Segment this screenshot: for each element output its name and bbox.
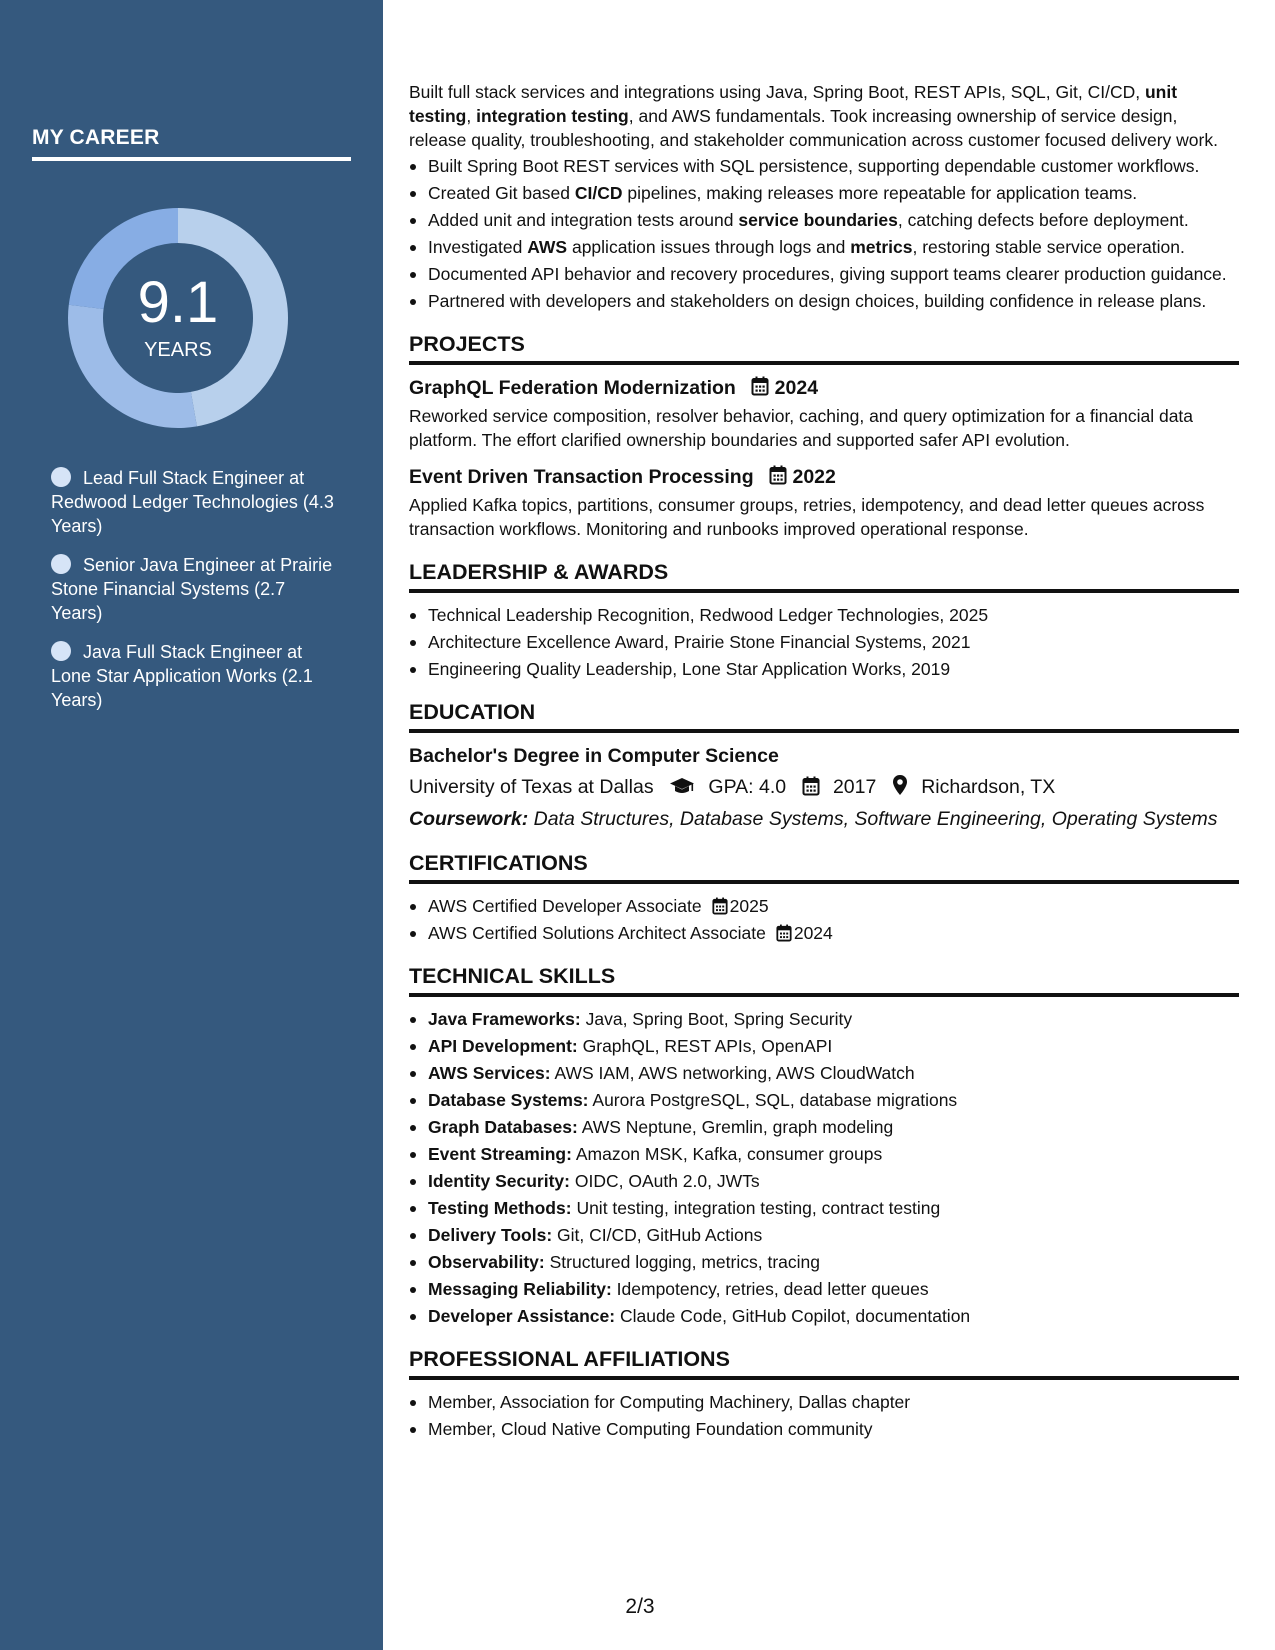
summary-text: Built full stack services and integrations using Java, Spring Boot, REST APIs, SQL, Git, CI/CD, [409,82,1145,102]
skill-label: Identity Security: [428,1171,570,1191]
certification-year: 2025 [729,896,769,916]
education-coursework [409,806,1239,832]
experience-bullet [409,262,1239,286]
skill-value: AWS IAM, AWS networking, AWS CloudWatch [554,1063,915,1083]
career-title-rule [32,157,351,161]
skill-value: Idempotency, retries, dead letter queues [616,1279,929,1299]
graduation-cap-icon [669,776,695,796]
skill-item [409,1223,1239,1247]
skill-label: Observability: [428,1252,545,1272]
skill-item [409,1034,1239,1058]
skill-label: Event Streaming: [428,1144,572,1164]
experience-bullets [409,154,1239,313]
bullet-text: , catching defects before deployment. [897,210,1189,230]
total-years-value: 9.1 [137,270,219,335]
calendar-icon [802,776,820,796]
calendar-icon [769,465,787,485]
skill-label: Delivery Tools: [428,1225,553,1245]
bullet-text: Added unit and integration tests around [428,210,739,230]
experience-bullet [409,181,1239,205]
role-dot-icon [51,641,71,661]
education-gpa: GPA: 4.0 [708,776,787,798]
calendar-icon [751,376,769,396]
page-number: 2/3 [625,1595,655,1618]
experience-bullet [409,289,1239,313]
affiliation-item: Member, Cloud Native Computing Foundation community [409,1417,1239,1441]
role-dot-icon [51,554,71,574]
project-name: Event Driven Transaction Processing [409,466,754,488]
resume-main [409,80,1239,1444]
skill-item [409,1115,1239,1139]
skill-label: Messaging Reliability: [428,1279,612,1299]
experience-bullet [409,235,1239,259]
affiliations-heading: PROFESSIONAL AFFILIATIONS [409,1346,1239,1380]
project-date [751,377,818,399]
career-roles-list [51,466,341,727]
certifications-heading: CERTIFICATIONS [409,850,1239,884]
certifications-list [409,894,1239,945]
certification-year: 2024 [793,923,833,943]
skill-value: GraphQL, REST APIs, OpenAPI [582,1036,833,1056]
map-pin-icon [892,774,908,796]
skill-value: Java, Spring Boot, Spring Security [585,1009,853,1029]
bullet-text: pipelines, making releases more repeatable for application teams. [622,183,1138,203]
summary-text: , [466,106,477,126]
skill-value: Aurora PostgreSQL, SQL, database migrations [592,1090,958,1110]
certification-item [409,921,1239,945]
awards-list [409,603,1239,681]
skill-item [409,1250,1239,1274]
project-description: Reworked service composition, resolver behavior, caching, and query optimization for a financial data platform. The effort clarified ownership boundaries and supported safer API evolution. [409,406,1194,450]
bullet-text: , restoring stable service operation. [912,237,1185,257]
education-heading: EDUCATION [409,699,1239,733]
bullet-emphasis: service boundaries [738,210,898,230]
experience-bullet [409,208,1239,232]
certification-name: AWS Certified Solutions Architect Associate [428,923,766,943]
coursework-list: Data Structures, Database Systems, Software Engineering, Operating Systems [533,808,1218,830]
skills-heading: TECHNICAL SKILLS [409,963,1239,997]
career-title: MY CAREER [32,126,160,149]
bullet-text: application issues through logs and [567,237,851,257]
skill-item [409,1304,1239,1328]
skill-label: Database Systems: [428,1090,589,1110]
skill-item [409,1142,1239,1166]
career-role-label: Senior Java Engineer at Prairie Stone Financial Systems (2.7 Years) [51,555,333,623]
awards-heading: LEADERSHIP & AWARDS [409,559,1239,593]
skill-value: Claude Code, GitHub Copilot, documentation [619,1306,971,1326]
certification-item [409,894,1239,918]
career-role-label: Lead Full Stack Engineer at Redwood Ledger Technologies (4.3 Years) [51,468,334,536]
calendar-icon [712,897,728,915]
project-date [769,466,836,488]
skill-value: AWS Neptune, Gremlin, graph modeling [581,1117,894,1137]
education-meta [409,774,1239,800]
project-year: 2022 [792,466,836,488]
skill-item [409,1277,1239,1301]
bullet-text: Created Git based [428,183,575,203]
skill-label: Graph Databases: [428,1117,578,1137]
award-item: Engineering Quality Leadership, Lone Star Application Works, 2019 [409,657,1239,681]
summary-emphasis: unit testing [409,82,1178,126]
skill-item [409,1169,1239,1193]
career-sidebar [0,0,383,1650]
bullet-emphasis: CI/CD [574,183,623,203]
education-degree: Bachelor's Degree in Computer Science [409,745,779,767]
skill-label: Developer Assistance: [428,1306,616,1326]
career-role-item [51,640,341,712]
education-year: 2017 [832,776,877,798]
project-header [409,464,1239,490]
career-role-item [51,466,341,538]
skills-list [409,1007,1239,1328]
role-dot-icon [51,467,71,487]
summary-text: , and AWS fundamentals. Took increasing ownership of service design, release quality, troubleshooting, and stakeholder communication across customer focused delivery work. [409,106,1218,150]
affiliation-item: Member, Association for Computing Machinery, Dallas chapter [409,1390,1239,1414]
project-header [409,375,1239,401]
award-item: Architecture Excellence Award, Prairie Stone Financial Systems, 2021 [409,630,1239,654]
education-location: Richardson, TX [921,776,1056,798]
certification-name: AWS Certified Developer Associate [428,896,702,916]
skill-item [409,1061,1239,1085]
skill-label: Java Frameworks: [428,1009,581,1029]
bullet-text: Investigated [428,237,528,257]
skill-value: OIDC, OAuth 2.0, JWTs [574,1171,760,1191]
skill-label: Testing Methods: [428,1198,572,1218]
skill-item [409,1196,1239,1220]
project-description: Applied Kafka topics, partitions, consumer groups, retries, idempotency, and dead letter queues across transaction workflows. Monitoring and runbooks improved operational response. [409,495,1205,539]
skill-item [409,1007,1239,1031]
education-school: University of Texas at Dallas [409,776,654,798]
career-role-label: Java Full Stack Engineer at Lone Star Application Works (2.1 Years) [51,642,313,710]
career-role-item [51,553,341,625]
summary-emphasis: integration testing [476,106,629,126]
bullet-emphasis: AWS [527,237,568,257]
calendar-icon [776,924,792,942]
skill-value: Structured logging, metrics, tracing [549,1252,820,1272]
project-item [409,375,1239,452]
experience-summary [409,80,1239,152]
skill-item [409,1088,1239,1112]
project-item [409,464,1239,541]
experience-bullet [409,154,1239,178]
project-year: 2024 [774,377,819,399]
total-years-unit: YEARS [144,339,212,361]
bullet-text: Built Spring Boot REST services with SQL persistence, supporting dependable customer workflows. [428,156,1200,176]
skill-label: AWS Services: [428,1063,551,1083]
coursework-label: Coursework: [409,808,529,830]
skill-value: Amazon MSK, Kafka, consumer groups [575,1144,883,1164]
award-item: Technical Leadership Recognition, Redwood Ledger Technologies, 2025 [409,603,1239,627]
skill-value: Unit testing, integration testing, contract testing [576,1198,941,1218]
projects-heading: PROJECTS [409,331,1239,365]
bullet-emphasis: metrics [850,237,913,257]
bullet-text: Documented API behavior and recovery procedures, giving support teams clearer production guidance. [428,264,1227,284]
skill-value: Git, CI/CD, GitHub Actions [557,1225,763,1245]
project-name: GraphQL Federation Modernization [409,377,736,399]
affiliations-list [409,1390,1239,1441]
bullet-text: Partnered with developers and stakeholders on design choices, building confidence in release plans. [428,291,1207,311]
skill-label: API Development: [428,1036,578,1056]
